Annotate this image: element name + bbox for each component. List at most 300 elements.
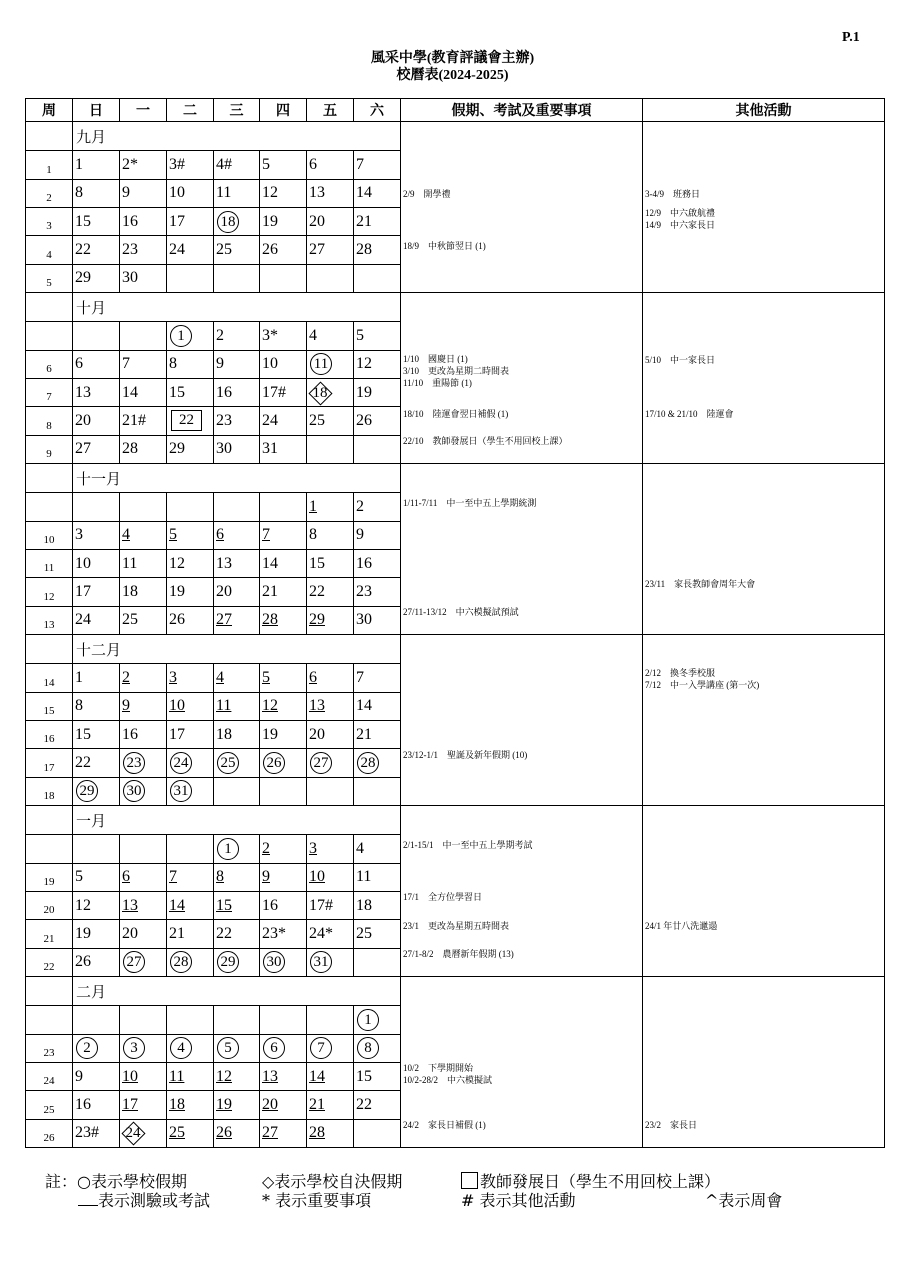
exam-date: 13 (309, 697, 325, 715)
day-cell (214, 578, 260, 606)
events-cell (401, 293, 643, 464)
day-cell (307, 948, 354, 976)
day-cell (120, 179, 167, 207)
day-cell (214, 891, 260, 919)
school-holiday-date: 4 (170, 1037, 192, 1059)
date-number: 18 (356, 896, 372, 914)
exam-date: 7 (262, 526, 270, 544)
day-cell (73, 521, 120, 549)
day-cell (354, 378, 401, 406)
activity-text: 23/2 家長日 (645, 1119, 698, 1130)
day-cell (167, 322, 214, 350)
day-cell (120, 863, 167, 891)
day-cell (214, 151, 260, 179)
week-number (26, 835, 73, 863)
date-number: 23 (216, 411, 232, 429)
day-cell (260, 948, 307, 976)
date-number: 4# (216, 155, 232, 173)
day-cell (307, 207, 354, 235)
day-cell (120, 578, 167, 606)
date-number: 11 (356, 868, 372, 886)
event-text: 23/12-1/1 聖誕及新年假期 (10) (403, 749, 528, 760)
exam-date: 25 (169, 1124, 185, 1142)
events-container (401, 635, 642, 805)
day-cell (307, 1034, 354, 1062)
others-container (643, 977, 884, 1147)
legend-caret-text: ^表示周會 (705, 1191, 783, 1210)
date-number: 17# (262, 383, 286, 401)
date-number: 23# (75, 1124, 99, 1142)
date-number: 4 (309, 326, 317, 344)
others-container (643, 635, 884, 805)
exam-date: 13 (262, 1067, 278, 1085)
header-row (26, 99, 885, 122)
date-number: 20 (216, 582, 232, 600)
date-number: 2* (122, 155, 138, 173)
week-number: 8 (26, 407, 73, 435)
day-cell (307, 1091, 354, 1119)
header-events: 假期、考試及重要事項 (401, 99, 643, 122)
day-cell (120, 777, 167, 805)
date-number: 3* (262, 326, 278, 344)
exam-date: 11 (216, 697, 232, 715)
day-cell (260, 1091, 307, 1119)
date-number: 16 (122, 212, 138, 230)
event-text: 10/2 下學期開始 (403, 1063, 474, 1074)
school-calendar-table (25, 98, 885, 1148)
date-number: 29 (75, 269, 91, 287)
day-cell (354, 521, 401, 549)
week-number-blank (26, 977, 73, 1006)
week-number: 19 (26, 863, 73, 891)
day-cell (120, 835, 167, 863)
day-cell (307, 606, 354, 634)
date-number: 24* (309, 924, 333, 942)
legend-prefix: 註： (45, 1172, 78, 1191)
school-holiday-date: 1 (217, 838, 239, 860)
month-name: 一月 (73, 806, 401, 835)
date-number: 23 (122, 240, 138, 258)
school-discretionary-holiday (309, 382, 331, 404)
day-cell (73, 891, 120, 919)
day-cell (260, 777, 307, 805)
day-cell (214, 749, 260, 777)
day-cell (260, 920, 307, 948)
page-number: P.1 (842, 30, 860, 45)
date-number: 20 (122, 924, 138, 942)
date-number: 5 (75, 868, 83, 886)
exam-date: 28 (309, 1124, 325, 1142)
day-cell (167, 720, 214, 748)
date-number: 26 (169, 611, 185, 629)
day-cell (260, 435, 307, 463)
exam-date: 4 (216, 668, 224, 686)
header-sat: 六 (354, 99, 401, 122)
date-number: 20 (309, 725, 325, 743)
exam-date: 6 (309, 668, 317, 686)
date-number: 8 (75, 184, 83, 202)
day-cell (307, 891, 354, 919)
week-number (26, 493, 73, 521)
day-cell (214, 350, 260, 378)
legend-square-text: 教師發展日（學生不用回校上課） (480, 1172, 721, 1191)
legend-square-icon (461, 1172, 478, 1189)
day-cell (214, 664, 260, 692)
day-cell (307, 236, 354, 264)
date-number: 3# (169, 155, 185, 173)
day-cell (260, 378, 307, 406)
day-cell (167, 1034, 214, 1062)
header-wed: 三 (214, 99, 260, 122)
month-header-row (26, 122, 885, 151)
day-cell (354, 606, 401, 634)
day-cell (73, 1062, 120, 1090)
month-name: 二月 (73, 977, 401, 1006)
exam-date: 9 (262, 868, 270, 886)
date-number: 16 (356, 554, 372, 572)
date-number: 19 (356, 383, 372, 401)
exam-date: 27 (216, 611, 232, 629)
date-number: 16 (262, 896, 278, 914)
date-number: 30 (356, 611, 372, 629)
day-cell (354, 863, 401, 891)
day-cell (73, 664, 120, 692)
date-number: 26 (356, 411, 372, 429)
day-cell (167, 207, 214, 235)
week-number: 6 (26, 350, 73, 378)
day-cell (167, 1006, 214, 1034)
event-text: 2/9 開學禮 (403, 189, 451, 200)
day-cell (354, 664, 401, 692)
day-cell (214, 521, 260, 549)
school-holiday-date: 24 (170, 752, 192, 774)
date-number: 19 (262, 725, 278, 743)
date-number: 7 (122, 355, 130, 373)
week-number: 21 (26, 920, 73, 948)
day-cell (307, 435, 354, 463)
day-cell (120, 1034, 167, 1062)
exam-date: 10 (122, 1067, 138, 1085)
day-cell (214, 207, 260, 235)
date-number: 1 (75, 668, 83, 686)
date-number: 8 (75, 697, 83, 715)
day-cell (214, 692, 260, 720)
month-header-row (26, 806, 885, 835)
day-cell (214, 236, 260, 264)
day-cell (120, 692, 167, 720)
date-number: 20 (75, 411, 91, 429)
other-activities-cell (643, 635, 885, 806)
day-cell (120, 236, 167, 264)
week-number-blank (26, 293, 73, 322)
day-cell (307, 1006, 354, 1034)
day-cell (120, 435, 167, 463)
day-cell (260, 179, 307, 207)
day-cell (167, 1062, 214, 1090)
day-cell (354, 920, 401, 948)
date-number: 8 (309, 526, 317, 544)
day-cell (214, 407, 260, 435)
day-cell (307, 264, 354, 292)
activity-text: 3-4/9 班務日 (645, 189, 700, 200)
exam-date: 5 (169, 526, 177, 544)
date-number: 14 (356, 184, 372, 202)
other-activities-cell (643, 977, 885, 1148)
day-cell (167, 891, 214, 919)
exam-date: 17 (122, 1095, 138, 1113)
day-cell (354, 692, 401, 720)
day-cell (120, 350, 167, 378)
event-text: 2/1-15/1 中一至中五上學期考試 (403, 840, 533, 850)
day-cell (214, 948, 260, 976)
day-cell (73, 578, 120, 606)
day-cell (260, 578, 307, 606)
date-number: 6 (75, 355, 83, 373)
school-holiday-date: 30 (263, 951, 285, 973)
date-number: 28 (122, 440, 138, 458)
events-cell (401, 635, 643, 806)
date-number: 24 (169, 240, 185, 258)
school-holiday-date: 29 (76, 780, 98, 802)
date-number: 6 (309, 155, 317, 173)
legend-circle-icon: ○ (77, 1172, 91, 1191)
week-number: 16 (26, 720, 73, 748)
month-name: 十二月 (73, 635, 401, 664)
day-cell (73, 435, 120, 463)
date-number: 21 (169, 924, 185, 942)
day-cell (214, 863, 260, 891)
day-cell (167, 151, 214, 179)
day-cell (354, 578, 401, 606)
date-number: 18 (216, 725, 232, 743)
date-number: 15 (309, 554, 325, 572)
month-name: 九月 (73, 122, 401, 151)
exam-date: 26 (216, 1124, 232, 1142)
day-cell (307, 521, 354, 549)
date-number: 9 (75, 1067, 83, 1085)
day-cell (214, 179, 260, 207)
day-cell (354, 493, 401, 521)
exam-date: 3 (169, 668, 177, 686)
date-number: 19 (262, 212, 278, 230)
day-cell (214, 1034, 260, 1062)
event-text: 1/10 國慶日 (1) (403, 354, 468, 365)
date-number: 14 (356, 697, 372, 715)
date-number: 23 (356, 582, 372, 600)
exam-date: 5 (262, 668, 270, 686)
day-cell (307, 493, 354, 521)
day-cell (260, 407, 307, 435)
day-cell (120, 521, 167, 549)
event-text: 17/1 全方位學習日 (403, 892, 483, 903)
legend-diamond-icon: ◇ (262, 1172, 275, 1191)
day-cell (120, 549, 167, 577)
others-container (643, 122, 884, 292)
exam-date: 9 (122, 697, 130, 715)
date-number: 17# (309, 896, 333, 914)
event-text: 10/2-28/2 中六模擬試 (403, 1075, 492, 1086)
legend-caret (705, 1188, 782, 1211)
month-header-row (26, 293, 885, 322)
day-cell (354, 549, 401, 577)
day-cell (214, 1006, 260, 1034)
date-number: 31 (262, 440, 278, 458)
date-number: 26 (262, 240, 278, 258)
day-cell (73, 151, 120, 179)
header-fri: 五 (307, 99, 354, 122)
date-number: 12 (262, 184, 278, 202)
day-cell (120, 948, 167, 976)
activity-text: 17/10 & 21/10 陸運會 (645, 408, 734, 419)
day-cell (307, 863, 354, 891)
legend-star (262, 1188, 371, 1211)
day-cell (120, 749, 167, 777)
day-cell (307, 179, 354, 207)
exam-date: 2 (262, 839, 270, 857)
day-cell (73, 720, 120, 748)
exam-date: 27 (262, 1124, 278, 1142)
event-text: 22/10 教師發展日（學生不用回校上課） (403, 435, 568, 446)
date-number: 17 (169, 725, 185, 743)
legend-underline-icon (78, 1193, 98, 1206)
date-number: 15 (169, 383, 185, 401)
week-number-blank (26, 806, 73, 835)
event-text: 3/10 更改為星期二時間表 (403, 366, 510, 377)
week-number (26, 1006, 73, 1034)
day-cell (260, 350, 307, 378)
day-cell (307, 692, 354, 720)
school-holiday-date: 31 (170, 780, 192, 802)
event-text: 23/1 更改為星期五時間表 (403, 920, 510, 931)
day-cell (260, 493, 307, 521)
date-number: 24 (75, 611, 91, 629)
school-holiday-date: 3 (123, 1037, 145, 1059)
events-cell (401, 464, 643, 635)
exam-date: 14 (169, 896, 185, 914)
day-cell (260, 1034, 307, 1062)
day-cell (73, 407, 120, 435)
date-number: 22 (75, 240, 91, 258)
day-cell (120, 606, 167, 634)
header-week: 周 (26, 99, 73, 122)
date-number: 10 (169, 184, 185, 202)
day-cell (214, 920, 260, 948)
date-number: 20 (309, 212, 325, 230)
day-cell (260, 264, 307, 292)
exam-date: 6 (122, 868, 130, 886)
week-number: 7 (26, 378, 73, 406)
events-cell (401, 122, 643, 293)
school-holiday-date: 23 (123, 752, 145, 774)
exam-date: 3 (309, 839, 317, 857)
day-cell (260, 835, 307, 863)
date-number: 5 (356, 326, 364, 344)
exam-date: 10 (169, 697, 185, 715)
date-number: 23* (262, 924, 286, 942)
day-cell (354, 777, 401, 805)
week-number: 17 (26, 749, 73, 777)
events-cell (401, 806, 643, 977)
date-number: 24 (125, 1125, 141, 1142)
legend-underline-text: 表示測驗或考試 (98, 1191, 211, 1210)
school-holiday-date: 27 (123, 951, 145, 973)
day-cell (260, 549, 307, 577)
date-number: 15 (356, 1067, 372, 1085)
day-cell (167, 378, 214, 406)
day-cell (354, 179, 401, 207)
date-number: 11 (122, 554, 138, 572)
date-number: 2 (216, 326, 224, 344)
exam-date: 12 (262, 697, 278, 715)
day-cell (354, 322, 401, 350)
legend-underline (78, 1188, 210, 1211)
day-cell (260, 664, 307, 692)
day-cell (120, 664, 167, 692)
date-number: 30 (122, 269, 138, 287)
day-cell (354, 1091, 401, 1119)
event-text: 18/9 中秋節翌日 (1) (403, 240, 486, 251)
day-cell (260, 1119, 307, 1147)
day-cell (214, 1091, 260, 1119)
school-holiday-date: 30 (123, 780, 145, 802)
date-number: 13 (216, 554, 232, 572)
day-cell (354, 1034, 401, 1062)
day-cell (260, 1062, 307, 1090)
exam-date: 12 (216, 1067, 232, 1085)
week-number: 18 (26, 777, 73, 805)
date-number: 19 (169, 582, 185, 600)
day-cell (307, 549, 354, 577)
day-cell (307, 350, 354, 378)
day-cell (354, 435, 401, 463)
day-cell (167, 521, 214, 549)
day-cell (354, 1006, 401, 1034)
date-number: 15 (75, 212, 91, 230)
exam-date: 19 (216, 1095, 232, 1113)
day-cell (354, 407, 401, 435)
day-cell (260, 863, 307, 891)
week-number: 4 (26, 236, 73, 264)
exam-date: 1 (309, 497, 317, 515)
date-number: 17 (75, 582, 91, 600)
day-cell (167, 835, 214, 863)
date-number: 16 (122, 725, 138, 743)
day-cell (167, 236, 214, 264)
day-cell (260, 720, 307, 748)
day-cell (73, 179, 120, 207)
day-cell (73, 920, 120, 948)
day-cell (307, 151, 354, 179)
date-number: 28 (356, 240, 372, 258)
day-cell (167, 549, 214, 577)
date-number: 15 (75, 725, 91, 743)
month-name: 十月 (73, 293, 401, 322)
day-cell (120, 1006, 167, 1034)
day-cell (307, 720, 354, 748)
day-cell (120, 151, 167, 179)
activity-text: 24/1 年廿八洗邋遢 (645, 920, 718, 931)
day-cell (260, 521, 307, 549)
date-number: 5 (262, 155, 270, 173)
day-cell (167, 179, 214, 207)
date-number: 29 (169, 440, 185, 458)
day-cell (73, 350, 120, 378)
day-cell (73, 236, 120, 264)
exam-date: 11 (169, 1067, 185, 1085)
date-number: 21 (356, 725, 372, 743)
day-cell (167, 606, 214, 634)
day-cell (120, 891, 167, 919)
